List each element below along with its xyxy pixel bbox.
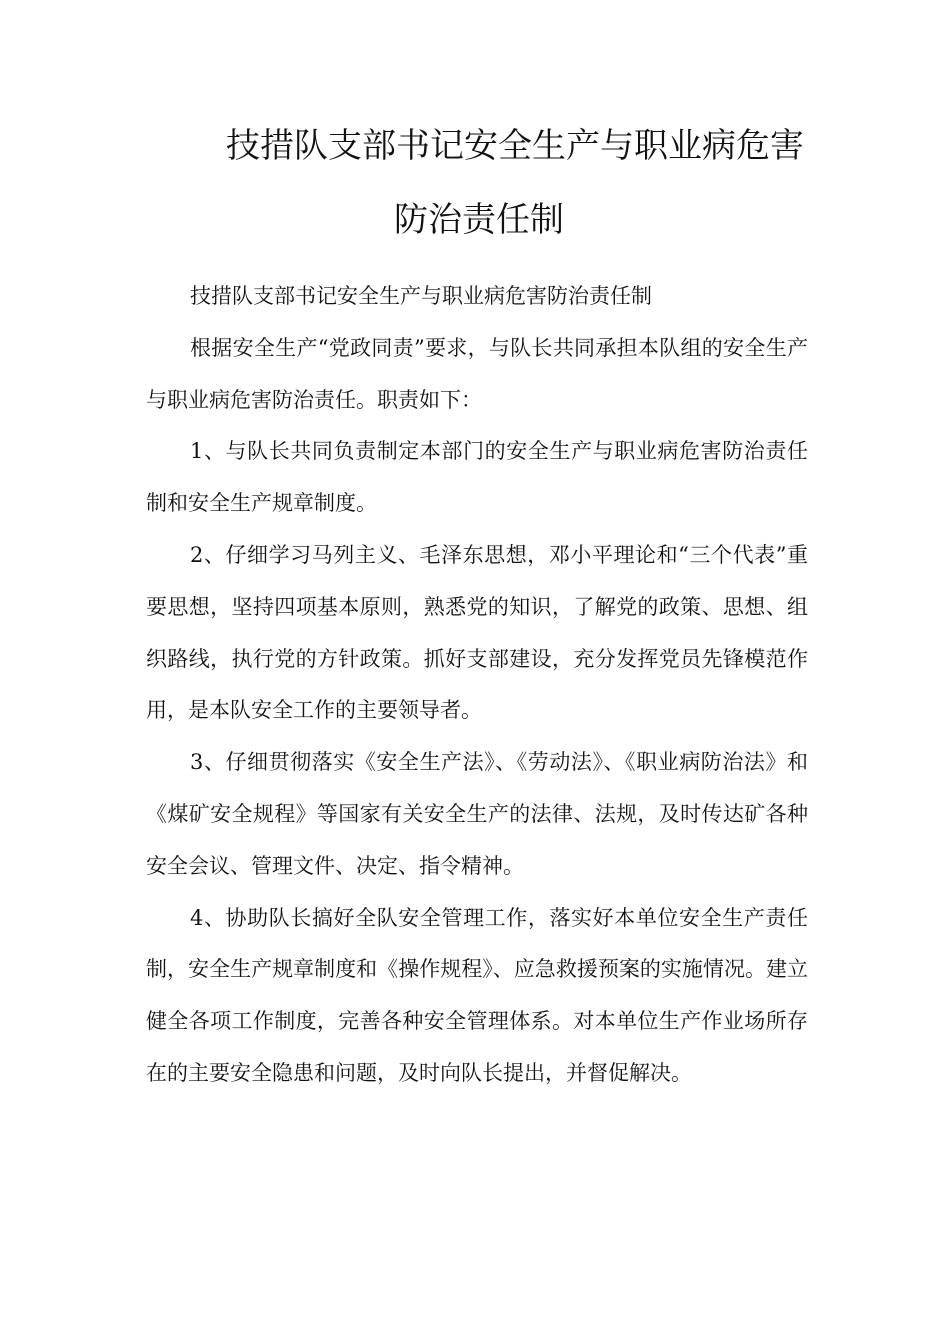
paragraph-item-2: 2、仔细学习马列主义、毛泽东思想，邓小平理论和“三个代表”重要思想，坚持四项基本原则，熟悉党的知识，了解党的政策、思想、组织路线，执行党的方针政策。抓好支部建设，充分发挥党员先锋模范作用，是本队安全工作的主要领导者。 (146, 542, 808, 723)
paragraph-item-1: 1、与队长共同负责制定本部门的安全生产与职业病危害防治责任制和安全生产规章制度。 (146, 439, 808, 516)
paragraph-intro: 根据安全生产“党政同责”要求，与队长共同承担本队组的安全生产与职业病危害防治责任。职责如下： (146, 335, 808, 412)
document-title-line-2: 防治责任制 (394, 200, 564, 240)
document-title-line-1: 技措队支部书记安全生产与职业病危害 (226, 126, 804, 166)
paragraph-item-4: 4、协助队长搞好全队安全管理工作，落实好本单位安全生产责任制，安全生产规章制度和《操作规程》、应急救援预案的实施情况。建立健全各项工作制度，完善各种安全管理体系。对本单位生产作业场所存在的主要安全隐患和问题，及时向队长提出，并督促解决。 (146, 905, 808, 1085)
paragraph-subtitle: 技措队支部书记安全生产与职业病危害防治责任制 (190, 284, 652, 308)
document-body (146, 271, 808, 1100)
paragraph-item-3: 3、仔细贯彻落实《安全生产法》、《劳动法》、《职业病防治法》和《煤矿安全规程》等国家有关安全生产的法律、法规，及时传达矿各种安全会议、管理文件、决定、指令精神。 (146, 750, 808, 878)
